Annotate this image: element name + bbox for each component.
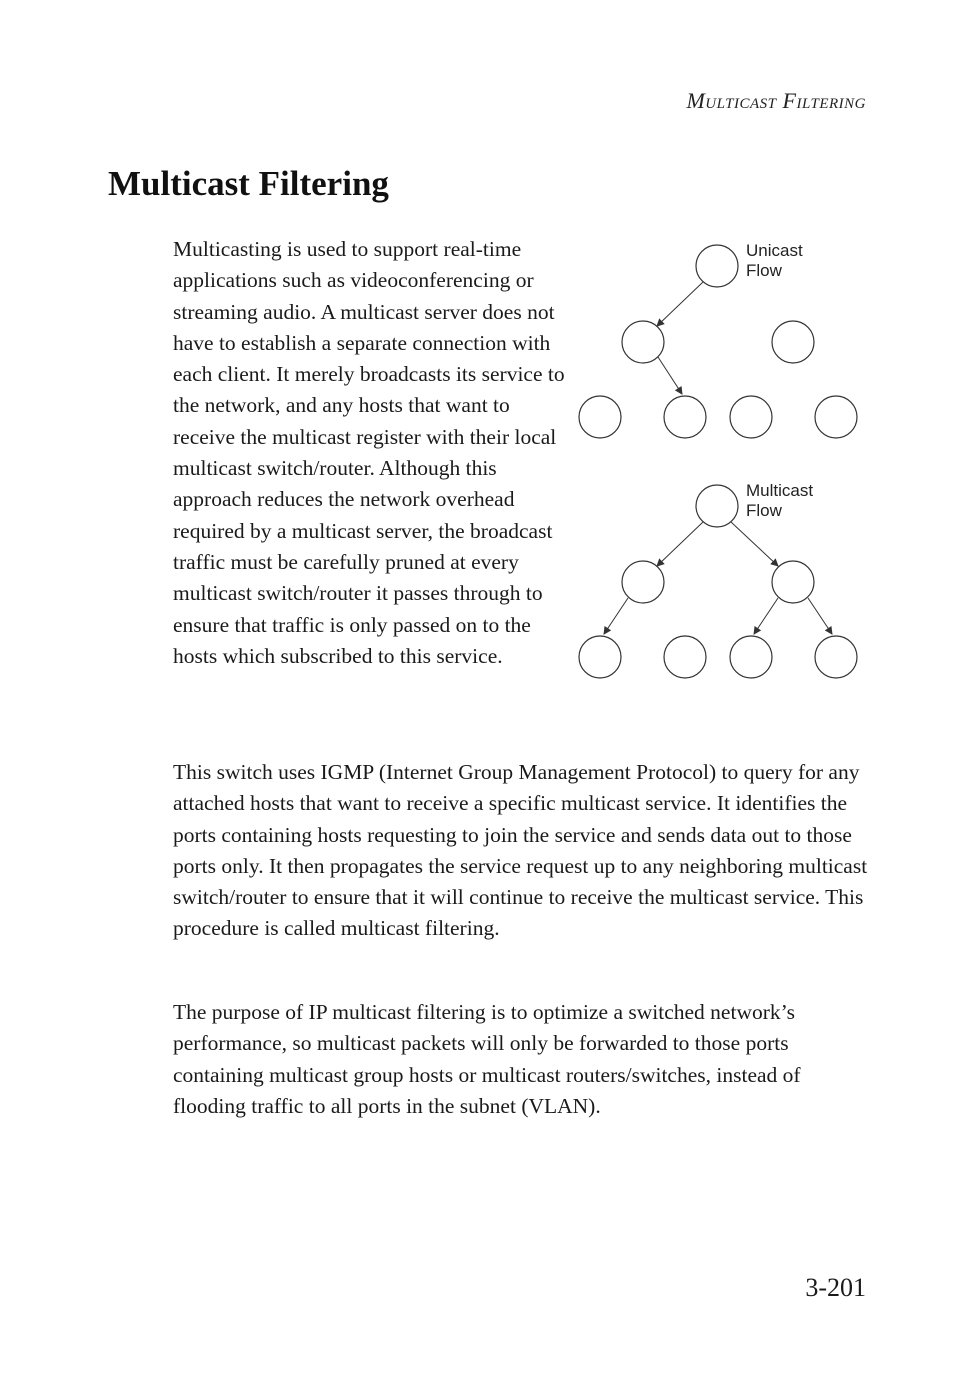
multicast-mid-node-left — [622, 561, 664, 603]
multicast-mid-node-right — [772, 561, 814, 603]
multicast-leaf-node — [730, 636, 772, 678]
multicast-flow-arrow — [754, 598, 778, 634]
unicast-flow-arrow — [658, 357, 682, 394]
paragraph-igmp: This switch uses IGMP (Internet Group Management Protocol) to query for any attached hosts that want to receive a specific multicast service. It identifies the ports containing hosts requesting to join the service and sends data out to those ports only. It then propagates the service request up to any neighboring multicast switch/router to ensure that it will continue to receive the multicast service. This procedure is called multicast filtering. — [173, 760, 868, 941]
unicast-mid-node-right — [772, 321, 814, 363]
unicast-leaf-node — [815, 396, 857, 438]
multicast-flow-label: Multicast Flow — [746, 481, 814, 520]
multicast-flow-arrow — [808, 598, 832, 634]
unicast-leaf-node — [730, 396, 772, 438]
multicast-root-node — [696, 485, 738, 527]
unicast-flow-label: Unicast Flow — [746, 241, 803, 280]
page-title: Multicast Filtering — [108, 164, 389, 203]
multicast-leaf-node — [815, 636, 857, 678]
unicast-leaf-node — [579, 396, 621, 438]
multicast-flow-arrow — [604, 598, 628, 634]
unicast-flow-arrow — [657, 282, 703, 326]
unicast-mid-node-left — [622, 321, 664, 363]
multicast-tree — [579, 485, 857, 678]
paragraph-purpose: The purpose of IP multicast filtering is to optimize a switched network’s performance, so multicast packets will only be forwarded to those ports containing multicast group hosts or multicast routers/switches, instead of flooding traffic to all ports in the subnet (VLAN). — [173, 1000, 801, 1118]
multicast-flow-arrow — [731, 522, 778, 566]
unicast-tree — [579, 245, 857, 438]
unicast-leaf-node — [664, 396, 706, 438]
running-header: Multicast Filtering — [686, 88, 866, 113]
unicast-root-node — [696, 245, 738, 287]
multicast-leaf-node — [664, 636, 706, 678]
page-number: 3-201 — [805, 1273, 866, 1302]
flow-diagram — [570, 230, 870, 700]
flow-diagram-svg — [570, 230, 870, 700]
multicast-leaf-node — [579, 636, 621, 678]
multicast-flow-arrow — [657, 522, 703, 566]
paragraph-intro: Multicasting is used to support real-time applications such as videoconferencing or streaming audio. A multicast server does not have to establish a separate connection with each client. It merely broadcasts its service to the network, and any hosts that want to receive the multicast register with their local multicast switch/router. Although this approach reduces the network overhead required by a multicast server, the broadcast traffic must be carefully pruned at every multicast switch/router it passes through to ensure that traffic is only passed on to the hosts which subscribed to this service. — [173, 237, 565, 668]
